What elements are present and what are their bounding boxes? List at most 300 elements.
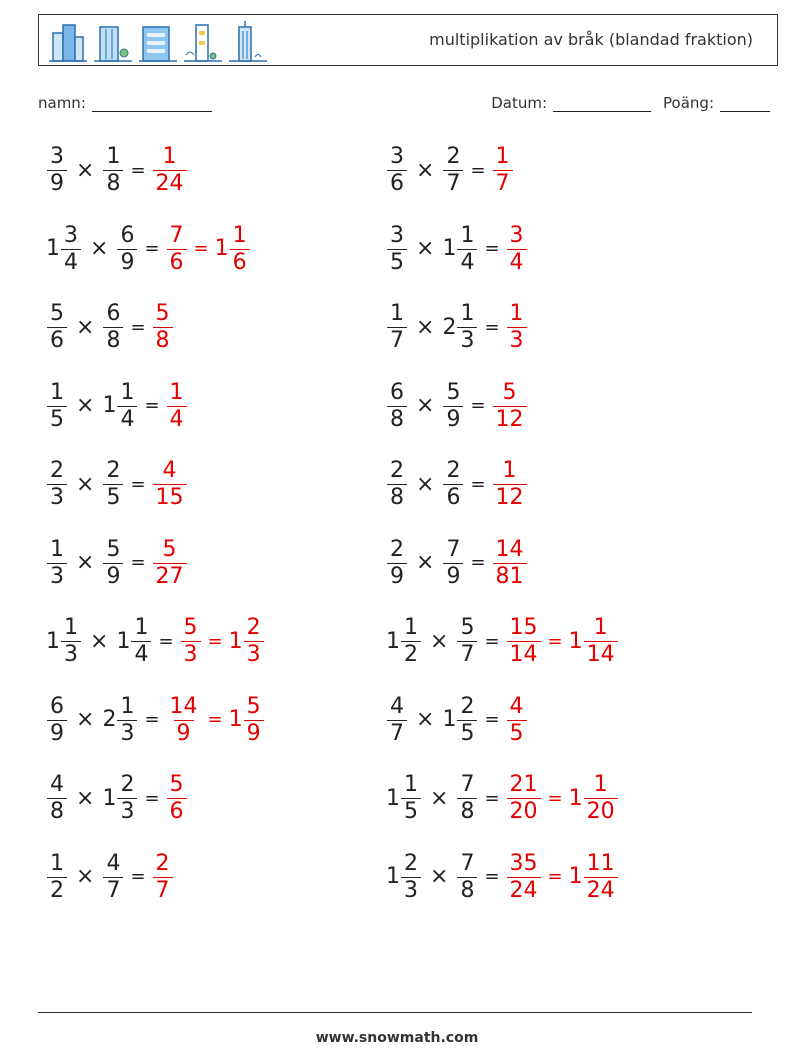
- answer-fraction: [166, 379, 188, 432]
- fraction: [103, 850, 123, 903]
- numerator: 5: [50, 301, 64, 326]
- answer-fraction: [166, 222, 188, 275]
- answer-fraction: [166, 693, 202, 746]
- answer: [166, 774, 188, 823]
- factor-a: [386, 693, 408, 746]
- whole-number: 1: [568, 628, 583, 654]
- factor-b: [442, 379, 464, 432]
- numerator: 1: [232, 222, 247, 248]
- times-sign: ×: [416, 471, 435, 497]
- times-sign: ×: [416, 157, 435, 183]
- numerator: 7: [460, 772, 475, 797]
- whole-number: 1: [386, 628, 400, 654]
- answer-mixed: [229, 617, 265, 666]
- fraction: [457, 303, 477, 352]
- fraction: [457, 693, 477, 746]
- fraction: [443, 146, 463, 195]
- factor-a: [46, 693, 68, 746]
- denominator: 9: [443, 406, 463, 431]
- answer-mixed: [569, 617, 619, 666]
- answer: [492, 146, 514, 195]
- answer: [180, 617, 265, 666]
- numerator: 2: [246, 615, 261, 640]
- whole-number: 2: [102, 707, 117, 732]
- times-sign: ×: [76, 707, 95, 732]
- whole-number: 2: [442, 314, 457, 340]
- fraction: [493, 460, 527, 509]
- denominator: 4: [117, 406, 137, 431]
- factor-a: [386, 536, 408, 589]
- denominator: 9: [244, 720, 264, 745]
- denominator: 3: [117, 720, 137, 745]
- numerator: 1: [169, 379, 184, 405]
- denominator: 7: [387, 327, 407, 352]
- denominator: 8: [457, 798, 477, 823]
- denominator: 24: [584, 877, 618, 902]
- denominator: 20: [584, 798, 618, 823]
- factor-b: [102, 774, 138, 823]
- score-line[interactable]: [720, 96, 770, 112]
- denominator: 4: [507, 249, 527, 274]
- numerator: 1: [162, 144, 177, 169]
- denominator: 8: [103, 170, 123, 195]
- numerator: 35: [509, 850, 538, 876]
- numerator: 2: [106, 458, 121, 483]
- equals-sign: =: [470, 159, 486, 181]
- denominator: 5: [401, 798, 421, 823]
- fraction: [167, 693, 201, 746]
- denominator: 4: [131, 641, 151, 666]
- denominator: 8: [387, 484, 407, 509]
- problem-item: [46, 617, 265, 666]
- numerator: 2: [446, 144, 461, 169]
- fraction: [167, 222, 187, 275]
- fraction: [584, 617, 618, 666]
- numerator: 2: [155, 850, 170, 876]
- answer: [152, 146, 188, 195]
- numerator: 3: [390, 144, 404, 169]
- times-sign: ×: [76, 550, 95, 575]
- factor-a: [386, 774, 422, 823]
- equals-sign: =: [144, 238, 160, 259]
- fraction: [167, 379, 187, 432]
- problem-item: [386, 222, 528, 275]
- fraction: [153, 850, 173, 903]
- problem-item: [46, 460, 188, 509]
- equals-sign: =: [484, 709, 500, 730]
- fraction: [61, 617, 81, 666]
- equals-sign: =: [130, 473, 146, 495]
- denominator: 12: [493, 484, 527, 509]
- whole-number: 1: [568, 864, 583, 889]
- score-label: Poäng:: [663, 94, 714, 112]
- denominator: 3: [47, 563, 67, 588]
- worksheet-header: [38, 14, 778, 66]
- denominator: 7: [153, 877, 173, 902]
- denominator: 2: [401, 641, 421, 666]
- fraction: [457, 222, 477, 275]
- answer: [152, 850, 174, 903]
- denominator: 3: [181, 641, 201, 666]
- denominator: 9: [174, 720, 194, 745]
- numerator: 1: [50, 379, 64, 405]
- answer-fraction: [152, 536, 188, 589]
- numerator: 1: [106, 144, 121, 169]
- equals-sign: =: [130, 316, 146, 338]
- times-sign: ×: [416, 314, 435, 340]
- answer-fraction: [506, 850, 542, 903]
- times-sign: ×: [76, 157, 95, 183]
- fraction: [47, 146, 67, 195]
- factor-b: [102, 536, 124, 589]
- numerator: 5: [106, 536, 121, 562]
- numerator: 3: [509, 222, 524, 248]
- answer: [166, 222, 251, 275]
- denominator: 6: [387, 170, 407, 195]
- factor-b: [442, 460, 464, 509]
- numerator: 2: [446, 458, 461, 483]
- answer-fraction: [506, 693, 528, 746]
- denominator: 14: [584, 641, 618, 666]
- fraction: [47, 774, 67, 823]
- fraction: [457, 850, 477, 903]
- times-sign: ×: [76, 471, 95, 497]
- factor-b: [102, 303, 124, 352]
- numerator: 5: [502, 379, 517, 405]
- fraction: [507, 774, 541, 823]
- fraction: [103, 536, 123, 589]
- denominator: 3: [61, 641, 81, 666]
- denominator: 5: [47, 406, 67, 431]
- factor-b: [102, 693, 138, 746]
- factor-a: [46, 460, 68, 509]
- fraction: [47, 460, 67, 509]
- denominator: 3: [117, 798, 137, 823]
- equals-sign: =: [484, 787, 500, 809]
- whole-number: 1: [214, 236, 229, 261]
- factor-b: [456, 850, 478, 903]
- numerator: 14: [169, 693, 198, 719]
- equals-sign: =: [547, 866, 563, 887]
- answer-fraction: [492, 460, 528, 509]
- fraction: [507, 850, 541, 903]
- denominator: 12: [493, 406, 527, 431]
- equals-sign: =: [158, 630, 174, 652]
- denominator: 5: [507, 720, 527, 745]
- whole-number: 1: [46, 628, 60, 654]
- denominator: 5: [457, 720, 477, 745]
- fraction: [443, 460, 463, 509]
- fraction: [47, 536, 67, 589]
- times-sign: ×: [90, 236, 109, 261]
- denominator: 8: [47, 798, 67, 823]
- fraction: [131, 617, 151, 666]
- problem-item: [386, 617, 619, 666]
- equals-sign: =: [130, 159, 146, 181]
- fraction: [117, 379, 137, 432]
- answer: [166, 693, 265, 746]
- fraction: [244, 693, 264, 746]
- date-score-fields: [491, 94, 770, 112]
- problem-item: [386, 379, 528, 432]
- equals-sign: =: [470, 552, 486, 573]
- meta-row: [38, 94, 770, 118]
- denominator: 3: [401, 877, 421, 902]
- office-tower-icon: [90, 19, 135, 63]
- answer-fraction: [506, 617, 542, 666]
- denominator: 7: [443, 170, 463, 195]
- answer-fraction: [506, 222, 528, 275]
- answer-mixed: [228, 693, 265, 746]
- denominator: 7: [493, 170, 513, 195]
- numerator: 1: [134, 615, 149, 640]
- footer-divider: [38, 1012, 752, 1013]
- factor-a: [386, 222, 408, 275]
- factor-b: [102, 146, 124, 195]
- factor-b: [456, 774, 478, 823]
- numerator: 5: [162, 536, 177, 562]
- factor-a: [386, 303, 408, 352]
- name-field: [38, 94, 212, 112]
- factor-a: [46, 222, 82, 275]
- answer-fraction: [180, 617, 202, 666]
- denominator: 6: [47, 327, 67, 352]
- numerator: 2: [50, 458, 64, 483]
- denominator: 8: [457, 877, 477, 902]
- answer-mixed: [568, 850, 619, 903]
- equals-sign: =: [193, 238, 209, 259]
- numerator: 1: [502, 458, 517, 483]
- factor-a: [386, 379, 408, 432]
- fraction: [47, 693, 67, 746]
- answer: [492, 379, 528, 432]
- name-line[interactable]: [92, 96, 212, 112]
- answer: [152, 460, 188, 509]
- answer-fraction: [152, 303, 174, 352]
- factor-b: [102, 460, 124, 509]
- equals-sign: =: [484, 866, 500, 887]
- factor-a: [46, 379, 68, 432]
- fraction: [387, 460, 407, 509]
- denominator: 8: [153, 327, 173, 352]
- fraction: [103, 303, 123, 352]
- denominator: 9: [117, 249, 137, 274]
- fraction: [153, 536, 187, 589]
- problem-item: [386, 850, 619, 903]
- times-sign: ×: [416, 550, 435, 575]
- factor-a: [46, 146, 68, 195]
- date-line[interactable]: [553, 96, 651, 112]
- equals-sign: =: [144, 709, 160, 730]
- problem-item: [46, 222, 251, 275]
- denominator: 6: [230, 249, 250, 274]
- answer: [506, 303, 528, 352]
- numerator: 1: [593, 772, 608, 797]
- denominator: 9: [103, 563, 123, 588]
- denominator: 14: [507, 641, 541, 666]
- denominator: 6: [167, 798, 187, 823]
- denominator: 15: [153, 484, 187, 509]
- numerator: 4: [390, 693, 404, 719]
- denominator: 8: [103, 327, 123, 352]
- factor-a: [386, 617, 422, 666]
- equals-sign: =: [484, 630, 500, 652]
- denominator: 24: [507, 877, 541, 902]
- fraction: [584, 774, 618, 823]
- problem-item: [46, 303, 174, 352]
- denominator: 9: [47, 170, 67, 195]
- fraction: [153, 303, 173, 352]
- factor-a: [386, 460, 408, 509]
- fraction: [244, 617, 264, 666]
- fraction: [47, 379, 67, 432]
- whole-number: 1: [386, 785, 400, 811]
- answer-mixed: [569, 774, 619, 823]
- times-sign: ×: [430, 785, 449, 811]
- numerator: 6: [50, 693, 64, 719]
- whole-number: 1: [568, 785, 583, 811]
- answer-fraction: [506, 303, 528, 352]
- factor-a: [46, 536, 68, 589]
- equals-sign: =: [484, 316, 500, 338]
- problem-item: [386, 146, 514, 195]
- factor-a: [386, 146, 408, 195]
- numerator: 1: [120, 693, 135, 719]
- numerator: 1: [404, 615, 418, 640]
- denominator: 6: [443, 484, 463, 509]
- whole-number: 1: [442, 707, 457, 732]
- whole-number: 1: [228, 628, 243, 654]
- times-sign: ×: [416, 236, 435, 261]
- fraction: [181, 617, 201, 666]
- numerator: 4: [509, 693, 524, 719]
- numerator: 1: [50, 536, 64, 562]
- numerator: 5: [155, 301, 170, 326]
- fraction: [47, 850, 67, 903]
- answer-fraction: [152, 146, 188, 195]
- fraction: [230, 222, 250, 275]
- denominator: 81: [493, 563, 527, 588]
- factor-b: [442, 536, 464, 589]
- fraction: [493, 536, 527, 589]
- numerator: 2: [120, 772, 135, 797]
- fraction: [507, 222, 527, 275]
- times-sign: ×: [76, 314, 95, 340]
- answer: [492, 460, 528, 509]
- problem-item: [46, 693, 265, 746]
- factor-a: [46, 617, 82, 666]
- fraction: [507, 303, 527, 352]
- building-icon: [45, 19, 90, 63]
- answer-mixed: [214, 222, 251, 275]
- equals-sign: =: [207, 630, 223, 652]
- fraction: [493, 379, 527, 432]
- factor-b: [442, 222, 478, 275]
- skyscraper-icon: [225, 19, 270, 63]
- answer: [166, 379, 188, 432]
- numerator: 1: [460, 301, 475, 326]
- numerator: 5: [446, 379, 461, 405]
- fraction: [584, 850, 618, 903]
- numerator: 2: [460, 693, 475, 719]
- problem-item: [386, 536, 528, 589]
- numerator: 5: [169, 772, 184, 797]
- factor-a: [46, 850, 68, 903]
- equals-sign: =: [144, 395, 160, 416]
- name-label: namn:: [38, 94, 86, 112]
- equals-sign: =: [470, 473, 486, 495]
- fraction: [443, 379, 463, 432]
- denominator: 3: [244, 641, 264, 666]
- fraction: [153, 460, 187, 509]
- fraction: [401, 850, 421, 903]
- fraction: [387, 536, 407, 589]
- fraction: [507, 693, 527, 746]
- whole-number: 1: [386, 864, 400, 889]
- fraction: [117, 774, 137, 823]
- numerator: 11: [586, 850, 615, 876]
- numerator: 6: [390, 379, 404, 405]
- problem-item: [386, 774, 619, 823]
- fraction: [61, 222, 81, 275]
- factor-a: [386, 850, 422, 903]
- numerator: 1: [495, 144, 510, 169]
- factor-b: [102, 850, 124, 903]
- numerator: 4: [50, 772, 64, 797]
- denominator: 3: [47, 484, 67, 509]
- numerator: 1: [390, 301, 404, 326]
- fraction: [117, 222, 137, 275]
- equals-sign: =: [470, 395, 486, 416]
- fraction: [103, 146, 123, 195]
- times-sign: ×: [76, 393, 95, 418]
- fraction: [457, 774, 477, 823]
- numerator: 2: [404, 850, 418, 876]
- denominator: 3: [507, 327, 527, 352]
- numerator: 3: [390, 222, 404, 248]
- answer-fraction: [492, 146, 514, 195]
- problem-item: [46, 850, 174, 903]
- tower-crane-icon: [180, 19, 225, 63]
- times-sign: ×: [76, 785, 95, 811]
- whole-number: 1: [102, 785, 117, 811]
- answer-fraction: [506, 774, 542, 823]
- fraction: [507, 617, 541, 666]
- denominator: 5: [103, 484, 123, 509]
- fraction: [457, 617, 477, 666]
- equals-sign: =: [484, 238, 500, 259]
- numerator: 4: [106, 850, 121, 876]
- answer-fraction: [492, 536, 528, 589]
- answer: [492, 536, 528, 589]
- numerator: 7: [446, 536, 461, 562]
- denominator: 24: [153, 170, 187, 195]
- denominator: 20: [507, 798, 541, 823]
- equals-sign: =: [207, 709, 223, 730]
- numerator: 1: [120, 379, 135, 405]
- whole-number: 1: [102, 393, 117, 418]
- factor-b: [116, 617, 152, 666]
- denominator: 9: [443, 563, 463, 588]
- numerator: 2: [390, 458, 404, 483]
- answer: [506, 774, 619, 823]
- factor-b: [442, 693, 478, 746]
- fraction: [47, 303, 67, 352]
- numerator: 4: [162, 458, 177, 483]
- factor-b: [456, 617, 478, 666]
- denominator: 7: [387, 720, 407, 745]
- answer: [506, 222, 528, 275]
